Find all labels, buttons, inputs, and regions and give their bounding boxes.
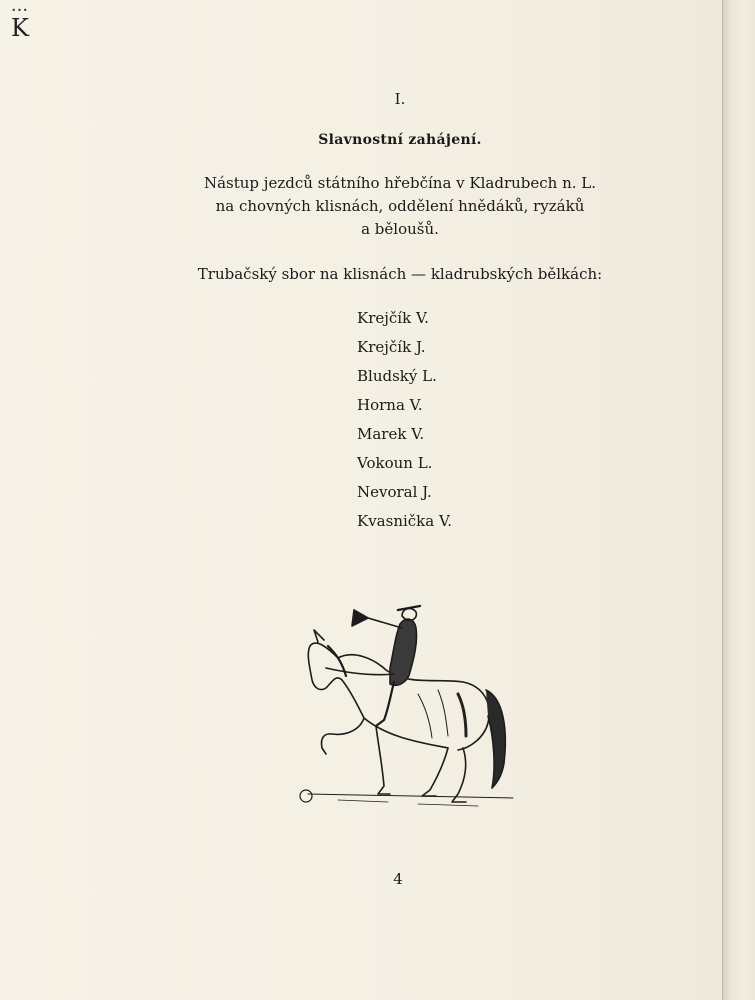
page-number: 4 <box>393 870 403 888</box>
logo-dots: ••• <box>11 6 29 15</box>
logo-letter: K <box>11 14 29 42</box>
intro-line: a běloušů. <box>361 220 439 238</box>
logo <box>8 6 32 48</box>
list-item: Nevoral J. <box>357 483 432 501</box>
list-item: Horna V. <box>357 396 423 414</box>
intro-line: Nástup jezdců státního hřebčína v Kladrubech n. L. <box>203 174 597 192</box>
list-item: Kvasnička V. <box>357 512 452 530</box>
list-item: Vokoun L. <box>357 454 433 472</box>
list-item: Bludský L. <box>357 367 437 385</box>
section-title: Slavnostní zahájení. <box>318 132 482 148</box>
intro-line: na chovných klisnách, oddělení hnědáků, ryzáků <box>215 197 585 215</box>
names-list <box>357 304 452 536</box>
trumpet-corps-heading: Trubačský sbor na klisnách — kladrubských bělkách: <box>197 265 603 283</box>
intro-paragraph <box>0 172 755 241</box>
list-item: Krejčík V. <box>357 309 429 327</box>
list-item: Marek V. <box>357 425 425 443</box>
section-numeral: I. <box>394 90 406 108</box>
horse-rider-trumpeter-icon <box>298 598 518 810</box>
list-item: Krejčík J. <box>357 338 426 356</box>
next-page-edge <box>722 0 755 1000</box>
